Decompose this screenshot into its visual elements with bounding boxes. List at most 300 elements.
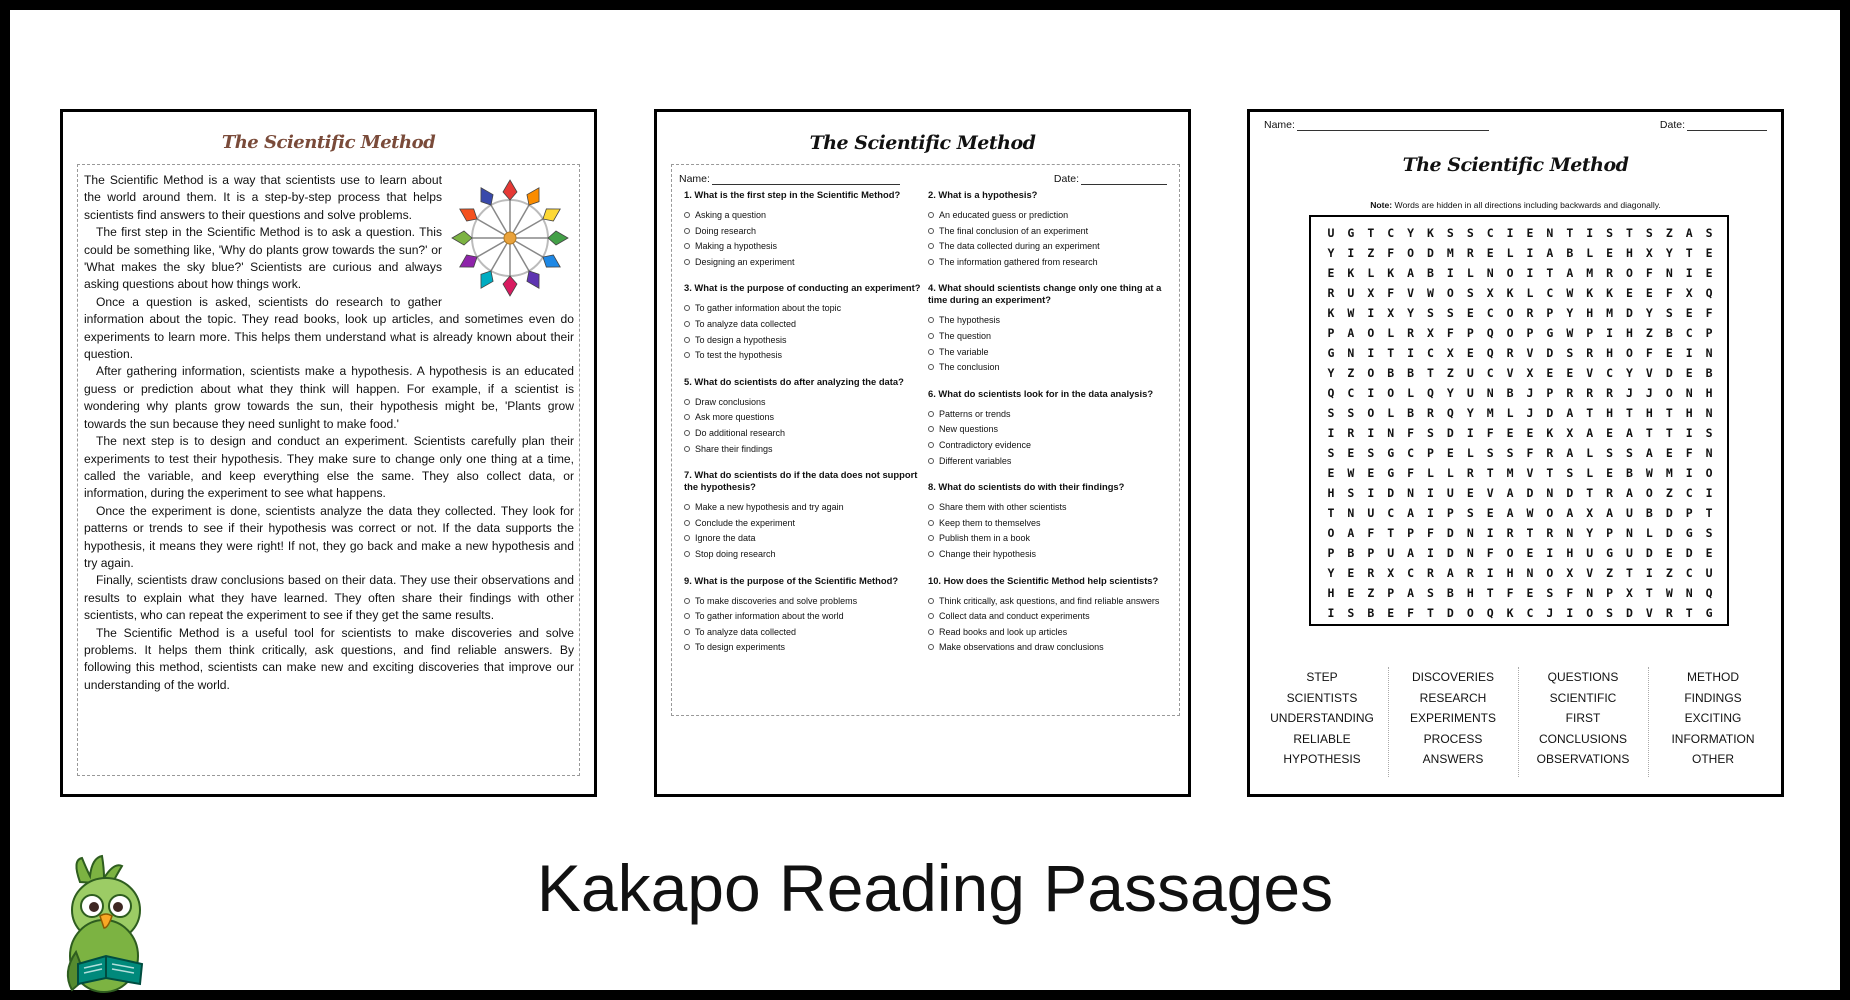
grid-letter[interactable]: Z — [1347, 366, 1355, 380]
grid-letter[interactable]: E — [1645, 286, 1653, 300]
grid-letter[interactable]: U — [1327, 226, 1335, 240]
grid-letter[interactable]: C — [1486, 226, 1494, 240]
grid-letter[interactable]: W — [1347, 466, 1355, 480]
grid-letter[interactable]: B — [1347, 546, 1355, 560]
grid-letter[interactable]: N — [1685, 386, 1693, 400]
grid-letter[interactable]: O — [1407, 246, 1415, 260]
grid-letter[interactable]: I — [1645, 566, 1653, 580]
grid-letter[interactable]: Y — [1586, 526, 1594, 540]
grid-letter[interactable]: E — [1526, 426, 1534, 440]
grid-letter[interactable]: Z — [1606, 566, 1614, 580]
grid-letter[interactable]: S — [1606, 606, 1614, 620]
grid-letter[interactable]: O — [1626, 346, 1633, 360]
grid-letter[interactable]: L — [1586, 446, 1594, 460]
grid-letter[interactable]: S — [1446, 226, 1454, 240]
answer-option[interactable]: Stop doing research — [684, 547, 922, 563]
grid-letter[interactable]: T — [1367, 226, 1375, 240]
grid-letter[interactable]: G — [1387, 466, 1395, 480]
answer-option[interactable]: The data collected during an experiment — [928, 239, 1166, 255]
grid-letter[interactable]: L — [1407, 386, 1415, 400]
grid-letter[interactable]: N — [1626, 526, 1633, 540]
grid-letter[interactable]: R — [1347, 426, 1355, 440]
grid-letter[interactable]: I — [1367, 306, 1375, 320]
grid-letter[interactable]: F — [1665, 286, 1673, 300]
grid-letter[interactable]: N — [1665, 266, 1673, 280]
grid-letter[interactable]: H — [1606, 406, 1614, 420]
grid-letter[interactable]: F — [1367, 526, 1375, 540]
answer-option[interactable]: To analyze data collected — [684, 317, 922, 333]
grid-letter[interactable]: C — [1387, 226, 1395, 240]
grid-letter[interactable]: C — [1347, 386, 1355, 400]
grid-letter[interactable]: R — [1407, 326, 1415, 340]
grid-letter[interactable]: H — [1705, 386, 1713, 400]
grid-letter[interactable]: P — [1367, 546, 1375, 560]
grid-letter[interactable]: I — [1705, 486, 1713, 500]
grid-letter[interactable]: C — [1486, 366, 1494, 380]
grid-letter[interactable]: R — [1466, 566, 1474, 580]
grid-letter[interactable]: L — [1446, 466, 1454, 480]
grid-letter[interactable]: T — [1427, 366, 1434, 380]
grid-letter[interactable]: O — [1506, 306, 1514, 320]
grid-letter[interactable]: P — [1407, 526, 1415, 540]
grid-letter[interactable]: V — [1586, 366, 1594, 380]
grid-letter[interactable]: C — [1606, 366, 1614, 380]
grid-letter[interactable]: I — [1685, 466, 1693, 480]
grid-letter[interactable]: Y — [1626, 366, 1633, 380]
grid-letter[interactable]: C — [1685, 486, 1693, 500]
answer-option[interactable]: Collect data and conduct experiments — [928, 609, 1166, 625]
grid-letter[interactable]: A — [1566, 446, 1574, 460]
grid-letter[interactable]: S — [1566, 346, 1574, 360]
grid-letter[interactable]: N — [1486, 266, 1494, 280]
grid-letter[interactable]: P — [1387, 586, 1395, 600]
grid-letter[interactable]: V — [1506, 366, 1514, 380]
grid-letter[interactable]: E — [1526, 546, 1534, 560]
grid-letter[interactable]: P — [1685, 506, 1693, 520]
grid-letter[interactable]: T — [1626, 226, 1633, 240]
grid-letter[interactable]: T — [1526, 526, 1534, 540]
grid-letter[interactable]: T — [1626, 406, 1633, 420]
grid-letter[interactable]: R — [1466, 466, 1474, 480]
grid-letter[interactable]: E — [1486, 506, 1494, 520]
answer-option[interactable]: Contradictory evidence — [928, 438, 1166, 454]
grid-letter[interactable]: E — [1486, 246, 1494, 260]
grid-letter[interactable]: H — [1327, 586, 1335, 600]
grid-letter[interactable]: E — [1446, 446, 1454, 460]
grid-letter[interactable]: B — [1705, 366, 1713, 380]
grid-letter[interactable]: S — [1546, 586, 1554, 600]
answer-option[interactable]: Share their findings — [684, 442, 922, 458]
answer-option[interactable]: Keep them to themselves — [928, 516, 1166, 532]
grid-letter[interactable]: D — [1546, 406, 1554, 420]
grid-letter[interactable]: F — [1407, 606, 1415, 620]
grid-letter[interactable]: K — [1427, 226, 1434, 240]
grid-letter[interactable]: B — [1665, 326, 1673, 340]
grid-letter[interactable]: N — [1586, 586, 1594, 600]
grid-letter[interactable]: M — [1446, 246, 1454, 260]
grid-letter[interactable]: A — [1407, 586, 1415, 600]
grid-letter[interactable]: U — [1586, 546, 1594, 560]
grid-letter[interactable]: N — [1387, 426, 1395, 440]
grid-letter[interactable]: F — [1407, 466, 1415, 480]
grid-letter[interactable]: L — [1586, 246, 1594, 260]
grid-letter[interactable]: B — [1367, 606, 1375, 620]
grid-letter[interactable]: O — [1645, 486, 1653, 500]
answer-option[interactable]: To gather information about the world — [684, 609, 922, 625]
answer-option[interactable]: Draw conclusions — [684, 395, 922, 411]
grid-letter[interactable]: P — [1606, 526, 1614, 540]
grid-letter[interactable]: S — [1327, 406, 1335, 420]
answer-option[interactable]: To test the hypothesis — [684, 348, 922, 364]
grid-letter[interactable]: B — [1626, 466, 1633, 480]
grid-letter[interactable]: I — [1427, 506, 1434, 520]
grid-letter[interactable]: D — [1446, 526, 1454, 540]
grid-letter[interactable]: B — [1387, 366, 1395, 380]
grid-letter[interactable]: T — [1705, 506, 1713, 520]
answer-option[interactable]: To design experiments — [684, 640, 922, 656]
grid-letter[interactable]: A — [1626, 486, 1633, 500]
answer-option[interactable]: An educated guess or prediction — [928, 208, 1166, 224]
grid-letter[interactable]: R — [1506, 526, 1514, 540]
grid-letter[interactable]: K — [1506, 286, 1514, 300]
grid-letter[interactable]: V — [1645, 606, 1653, 620]
grid-letter[interactable]: F — [1705, 306, 1713, 320]
grid-letter[interactable]: X — [1586, 506, 1594, 520]
grid-letter[interactable]: I — [1486, 526, 1494, 540]
grid-letter[interactable]: S — [1626, 446, 1633, 460]
grid-letter[interactable]: E — [1665, 446, 1673, 460]
grid-letter[interactable]: I — [1566, 606, 1574, 620]
grid-letter[interactable]: I — [1367, 426, 1375, 440]
grid-letter[interactable]: I — [1466, 426, 1474, 440]
answer-option[interactable]: Think critically, ask questions, and find reliable answers — [928, 594, 1166, 610]
grid-letter[interactable]: L — [1506, 406, 1514, 420]
grid-letter[interactable]: D — [1665, 506, 1673, 520]
grid-letter[interactable]: A — [1506, 486, 1514, 500]
grid-letter[interactable]: F — [1387, 246, 1395, 260]
grid-letter[interactable]: E — [1367, 466, 1375, 480]
grid-letter[interactable]: F — [1645, 346, 1653, 360]
grid-letter[interactable]: S — [1645, 226, 1653, 240]
grid-letter[interactable]: F — [1486, 546, 1494, 560]
grid-letter[interactable]: E — [1327, 466, 1335, 480]
grid-letter[interactable]: A — [1506, 506, 1514, 520]
answer-option[interactable]: The conclusion — [928, 360, 1166, 376]
grid-letter[interactable]: U — [1626, 546, 1633, 560]
grid-letter[interactable]: E — [1546, 366, 1554, 380]
grid-letter[interactable]: S — [1466, 226, 1474, 240]
grid-letter[interactable]: S — [1367, 446, 1375, 460]
grid-letter[interactable]: Q — [1486, 326, 1494, 340]
grid-letter[interactable]: N — [1347, 506, 1355, 520]
grid-letter[interactable]: C — [1407, 566, 1415, 580]
grid-letter[interactable]: H — [1626, 246, 1633, 260]
grid-letter[interactable]: A — [1446, 566, 1454, 580]
grid-letter[interactable]: N — [1526, 566, 1534, 580]
grid-letter[interactable]: G — [1347, 226, 1355, 240]
grid-letter[interactable]: M — [1486, 406, 1494, 420]
grid-letter[interactable]: L — [1367, 266, 1375, 280]
grid-letter[interactable]: Q — [1486, 346, 1494, 360]
answer-option[interactable]: Make observations and draw conclusions — [928, 640, 1166, 656]
grid-letter[interactable]: H — [1506, 566, 1514, 580]
grid-letter[interactable]: H — [1466, 586, 1474, 600]
grid-letter[interactable]: T — [1665, 426, 1673, 440]
grid-letter[interactable]: Z — [1665, 486, 1673, 500]
grid-letter[interactable]: K — [1506, 606, 1514, 620]
grid-letter[interactable]: O — [1586, 606, 1594, 620]
grid-letter[interactable]: P — [1327, 546, 1335, 560]
grid-letter[interactable]: M — [1586, 266, 1594, 280]
grid-letter[interactable]: E — [1705, 246, 1713, 260]
passage-worksheet[interactable] — [60, 109, 597, 797]
grid-letter[interactable]: Z — [1367, 246, 1375, 260]
grid-letter[interactable]: T — [1685, 606, 1693, 620]
grid-letter[interactable]: J — [1626, 386, 1633, 400]
grid-letter[interactable]: D — [1566, 486, 1574, 500]
grid-letter[interactable]: I — [1427, 546, 1434, 560]
answer-option[interactable]: The variable — [928, 345, 1166, 361]
grid-letter[interactable]: Y — [1566, 306, 1574, 320]
grid-letter[interactable]: F — [1526, 446, 1534, 460]
grid-letter[interactable]: E — [1606, 426, 1614, 440]
grid-letter[interactable]: D — [1446, 606, 1454, 620]
grid-letter[interactable]: D — [1387, 486, 1395, 500]
grid-letter[interactable]: U — [1446, 486, 1454, 500]
grid-letter[interactable]: U — [1705, 566, 1713, 580]
grid-letter[interactable]: A — [1546, 246, 1554, 260]
answer-option[interactable]: To design a hypothesis — [684, 333, 922, 349]
grid-letter[interactable]: S — [1665, 306, 1673, 320]
grid-letter[interactable]: O — [1466, 606, 1474, 620]
answer-option[interactable]: The final conclusion of an experiment — [928, 224, 1166, 240]
grid-letter[interactable]: T — [1387, 346, 1395, 360]
grid-letter[interactable]: F — [1387, 286, 1395, 300]
answer-option[interactable]: Doing research — [684, 224, 922, 240]
grid-letter[interactable]: A — [1645, 446, 1653, 460]
grid-letter[interactable]: I — [1685, 346, 1693, 360]
grid-letter[interactable]: L — [1645, 526, 1653, 540]
grid-letter[interactable]: T — [1586, 486, 1594, 500]
grid-letter[interactable]: X — [1526, 366, 1534, 380]
grid-letter[interactable]: S — [1705, 426, 1713, 440]
grid-letter[interactable]: F — [1645, 266, 1653, 280]
grid-letter[interactable]: T — [1645, 586, 1653, 600]
grid-letter[interactable]: N — [1546, 226, 1554, 240]
grid-letter[interactable]: Y — [1446, 386, 1454, 400]
grid-letter[interactable]: Q — [1327, 386, 1335, 400]
grid-letter[interactable]: C — [1546, 286, 1554, 300]
grid-letter[interactable]: D — [1665, 526, 1673, 540]
grid-letter[interactable]: V — [1526, 346, 1534, 360]
grid-letter[interactable]: O — [1446, 286, 1454, 300]
grid-letter[interactable]: T — [1486, 586, 1494, 600]
grid-letter[interactable]: T — [1685, 246, 1693, 260]
grid-letter[interactable]: U — [1466, 366, 1474, 380]
grid-letter[interactable]: E — [1526, 586, 1534, 600]
grid-letter[interactable]: E — [1466, 346, 1474, 360]
grid-letter[interactable]: H — [1626, 326, 1633, 340]
grid-letter[interactable]: X — [1685, 286, 1693, 300]
grid-letter[interactable]: B — [1506, 386, 1514, 400]
grid-letter[interactable]: O — [1665, 386, 1673, 400]
grid-letter[interactable]: C — [1685, 566, 1693, 580]
grid-letter[interactable]: T — [1546, 466, 1554, 480]
grid-letter[interactable]: U — [1387, 546, 1395, 560]
grid-letter[interactable]: Z — [1367, 586, 1375, 600]
grid-letter[interactable]: C — [1486, 306, 1494, 320]
grid-letter[interactable]: L — [1427, 466, 1434, 480]
answer-option[interactable]: Do additional research — [684, 426, 922, 442]
grid-letter[interactable]: K — [1546, 426, 1554, 440]
grid-letter[interactable]: I — [1685, 266, 1693, 280]
grid-letter[interactable]: N — [1486, 386, 1494, 400]
grid-letter[interactable]: J — [1546, 606, 1554, 620]
grid-letter[interactable]: D — [1446, 426, 1454, 440]
grid-letter[interactable]: O — [1387, 386, 1395, 400]
grid-letter[interactable]: B — [1446, 586, 1454, 600]
grid-letter[interactable]: K — [1387, 266, 1395, 280]
grid-letter[interactable]: S — [1347, 606, 1355, 620]
grid-letter[interactable]: I — [1327, 426, 1335, 440]
grid-letter[interactable]: P — [1546, 386, 1554, 400]
grid-letter[interactable]: T — [1645, 426, 1653, 440]
answer-option[interactable]: Read books and look up articles — [928, 625, 1166, 641]
grid-letter[interactable]: E — [1347, 446, 1355, 460]
grid-letter[interactable]: G — [1705, 606, 1713, 620]
grid-letter[interactable]: H — [1645, 406, 1653, 420]
grid-letter[interactable]: O — [1367, 326, 1375, 340]
grid-letter[interactable]: E — [1466, 486, 1474, 500]
grid-letter[interactable]: N — [1566, 526, 1574, 540]
grid-letter[interactable]: R — [1586, 386, 1594, 400]
answer-option[interactable]: Designing an experiment — [684, 255, 922, 271]
grid-letter[interactable]: C — [1387, 506, 1395, 520]
grid-letter[interactable]: T — [1387, 526, 1395, 540]
answer-option[interactable]: Change their hypothesis — [928, 547, 1166, 563]
grid-letter[interactable]: M — [1606, 306, 1614, 320]
grid-letter[interactable]: E — [1327, 266, 1335, 280]
grid-letter[interactable]: S — [1705, 226, 1713, 240]
grid-letter[interactable]: V — [1645, 366, 1653, 380]
grid-letter[interactable]: I — [1347, 246, 1355, 260]
grid-letter[interactable]: C — [1685, 326, 1693, 340]
grid-letter[interactable]: S — [1566, 466, 1574, 480]
grid-letter[interactable]: Q — [1705, 586, 1713, 600]
grid-letter[interactable]: R — [1427, 566, 1434, 580]
grid-letter[interactable]: T — [1586, 406, 1594, 420]
answer-option[interactable]: Patterns or trends — [928, 407, 1166, 423]
grid-letter[interactable]: F — [1486, 426, 1494, 440]
grid-letter[interactable]: E — [1705, 546, 1713, 560]
grid-letter[interactable]: A — [1586, 426, 1594, 440]
grid-letter[interactable]: H — [1566, 546, 1574, 560]
grid-letter[interactable]: I — [1446, 266, 1454, 280]
grid-letter[interactable]: W — [1427, 286, 1434, 300]
grid-letter[interactable]: S — [1347, 486, 1355, 500]
grid-letter[interactable]: N — [1407, 486, 1415, 500]
grid-letter[interactable]: V — [1526, 466, 1534, 480]
grid-letter[interactable]: S — [1466, 506, 1474, 520]
grid-letter[interactable]: Q — [1446, 406, 1454, 420]
grid-letter[interactable]: E — [1685, 306, 1693, 320]
grid-letter[interactable]: R — [1606, 266, 1614, 280]
grid-letter[interactable]: A — [1347, 526, 1355, 540]
grid-letter[interactable]: R — [1606, 486, 1614, 500]
grid-letter[interactable]: S — [1705, 526, 1713, 540]
grid-letter[interactable]: P — [1327, 326, 1335, 340]
answer-option[interactable]: Making a hypothesis — [684, 239, 922, 255]
grid-letter[interactable]: Q — [1705, 286, 1713, 300]
grid-letter[interactable]: O — [1546, 506, 1554, 520]
grid-letter[interactable]: U — [1347, 286, 1355, 300]
grid-letter[interactable]: T — [1546, 266, 1554, 280]
grid-letter[interactable]: S — [1427, 586, 1434, 600]
grid-letter[interactable]: R — [1546, 446, 1554, 460]
grid-letter[interactable]: R — [1566, 386, 1574, 400]
grid-letter[interactable]: N — [1705, 446, 1713, 460]
grid-letter[interactable]: Q — [1486, 606, 1494, 620]
grid-letter[interactable]: B — [1407, 406, 1415, 420]
grid-letter[interactable]: E — [1665, 346, 1673, 360]
grid-letter[interactable]: R — [1427, 406, 1434, 420]
answer-option[interactable]: New questions — [928, 422, 1166, 438]
grid-letter[interactable]: R — [1367, 566, 1375, 580]
grid-letter[interactable]: M — [1506, 466, 1514, 480]
grid-letter[interactable]: R — [1665, 606, 1673, 620]
grid-letter[interactable]: I — [1506, 226, 1514, 240]
grid-letter[interactable]: I — [1427, 486, 1434, 500]
grid-letter[interactable]: L — [1526, 286, 1534, 300]
answer-option[interactable]: The hypothesis — [928, 313, 1166, 329]
grid-letter[interactable]: P — [1466, 326, 1474, 340]
answer-option[interactable]: Ask more questions — [684, 410, 922, 426]
grid-letter[interactable]: T — [1566, 226, 1574, 240]
grid-letter[interactable]: E — [1606, 466, 1614, 480]
grid-letter[interactable]: R — [1586, 346, 1594, 360]
grid-letter[interactable]: I — [1546, 546, 1554, 560]
grid-letter[interactable]: W — [1566, 286, 1574, 300]
grid-letter[interactable]: A — [1626, 426, 1633, 440]
grid-letter[interactable]: B — [1645, 506, 1653, 520]
grid-letter[interactable]: W — [1566, 326, 1574, 340]
grid-letter[interactable]: N — [1466, 546, 1474, 560]
grid-letter[interactable]: A — [1606, 506, 1614, 520]
grid-letter[interactable]: S — [1427, 306, 1434, 320]
grid-letter[interactable]: Y — [1466, 406, 1474, 420]
grid-letter[interactable]: Y — [1327, 366, 1335, 380]
grid-letter[interactable]: P — [1705, 326, 1713, 340]
grid-letter[interactable]: O — [1506, 546, 1514, 560]
grid-letter[interactable]: W — [1645, 466, 1653, 480]
grid-letter[interactable]: N — [1705, 346, 1713, 360]
grid-letter[interactable]: P — [1446, 506, 1454, 520]
grid-letter[interactable]: L — [1387, 406, 1395, 420]
grid-letter[interactable]: X — [1387, 566, 1395, 580]
grid-letter[interactable]: B — [1566, 246, 1574, 260]
grid-letter[interactable]: L — [1466, 266, 1474, 280]
grid-letter[interactable]: I — [1526, 246, 1534, 260]
grid-letter[interactable]: E — [1466, 306, 1474, 320]
grid-letter[interactable]: U — [1466, 386, 1474, 400]
grid-letter[interactable]: G — [1327, 346, 1335, 360]
grid-letter[interactable]: X — [1645, 246, 1653, 260]
grid-letter[interactable]: J — [1526, 406, 1534, 420]
grid-letter[interactable]: S — [1446, 306, 1454, 320]
grid-letter[interactable]: X — [1427, 326, 1434, 340]
answer-option[interactable]: Asking a question — [684, 208, 922, 224]
grid-letter[interactable]: T — [1327, 506, 1335, 520]
